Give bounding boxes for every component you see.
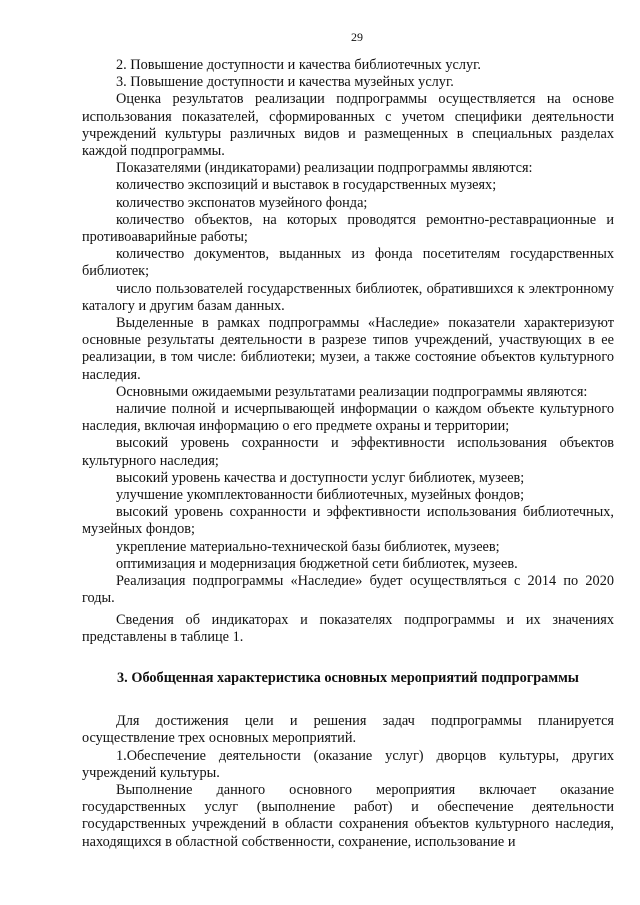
paragraph: Выполнение данного основного мероприятия включает оказание государственных услуг (выполнение работ) и обеспечение деятельности государственных учреждений в области сохранения объектов культурного наследия, находящихся в областной собственности, сохранение, использование и — [82, 781, 614, 850]
list-item: наличие полной и исчерпывающей информации о каждом объекте культурного наследия, включая информацию о его предмете охраны и территории; — [82, 401, 614, 435]
list-item: количество экспонатов музейного фонда; — [116, 194, 368, 211]
list-item: высокий уровень сохранности и эффективности использования объектов культурного наследия; — [82, 435, 614, 469]
paragraph: Выделенные в рамках подпрограммы «Наследие» показатели характеризуют основные результаты деятельности в разрезе типов учреждений, участвующих в ее реализации, в том числе: библиотеки; музеи, а также состояние объектов культурного наследия. — [82, 315, 614, 383]
list-item: число пользователей государственных библиотек, обратившихся к электронному каталогу и другим базам данных. — [82, 280, 614, 314]
paragraph: Для достижения цели и решения задач подпрограммы планируется осуществление трех основных мероприятий. — [82, 713, 614, 747]
paragraph: 3. Повышение доступности и качества музейных услуг. — [116, 74, 454, 91]
list-item: высокий уровень качества и доступности услуг библиотек, музеев; — [116, 469, 525, 486]
paragraph: 2. Повышение доступности и качества библиотечных услуг. — [116, 57, 481, 73]
list-item: количество экспозиций и выставок в государственных музеях; — [116, 177, 497, 194]
paragraph: Оценка результатов реализации подпрограммы осуществляется на основе использования показателей, сформированных с учетом специфики деятельности учреждений культуры различных видов и размещенных в специальных разделах каждой подпрограммы. — [82, 91, 614, 160]
paragraph: Реализация подпрограммы «Наследие» будет осуществляться с 2014 по 2020 годы. — [82, 573, 614, 607]
list-item: высокий уровень сохранности и эффективности использования библиотечных, музейных фондов; — [82, 504, 614, 538]
section-heading: 3. Обобщенная характеристика основных мероприятий подпрограммы — [117, 669, 579, 686]
list-item: количество документов, выданных из фонда посетителям государственных библиотек; — [82, 246, 614, 280]
paragraph: Сведения об индикаторах и показателях подпрограммы и их значениях представлены в таблице 1. — [82, 611, 614, 645]
paragraph: Основными ожидаемыми результатами реализации подпрограммы являются: — [116, 383, 588, 400]
paragraph: Показателями (индикаторами) реализации подпрограммы являются: — [116, 160, 533, 177]
list-item: укрепление материально-технической базы библиотек, музеев; — [116, 538, 500, 555]
list-item: улучшение укомплектованности библиотечных, музейных фондов; — [116, 487, 525, 504]
list-item: количество объектов, на которых проводятся ремонтно-реставрационные и противоаварийные работы; — [82, 211, 614, 246]
list-item: оптимизация и модернизация бюджетной сети библиотек, музеев. — [116, 555, 518, 572]
page-number: 29 — [351, 30, 363, 44]
paragraph: 1.Обеспечение деятельности (оказание услуг) дворцов культуры, других учреждений культуры. — [82, 747, 614, 781]
